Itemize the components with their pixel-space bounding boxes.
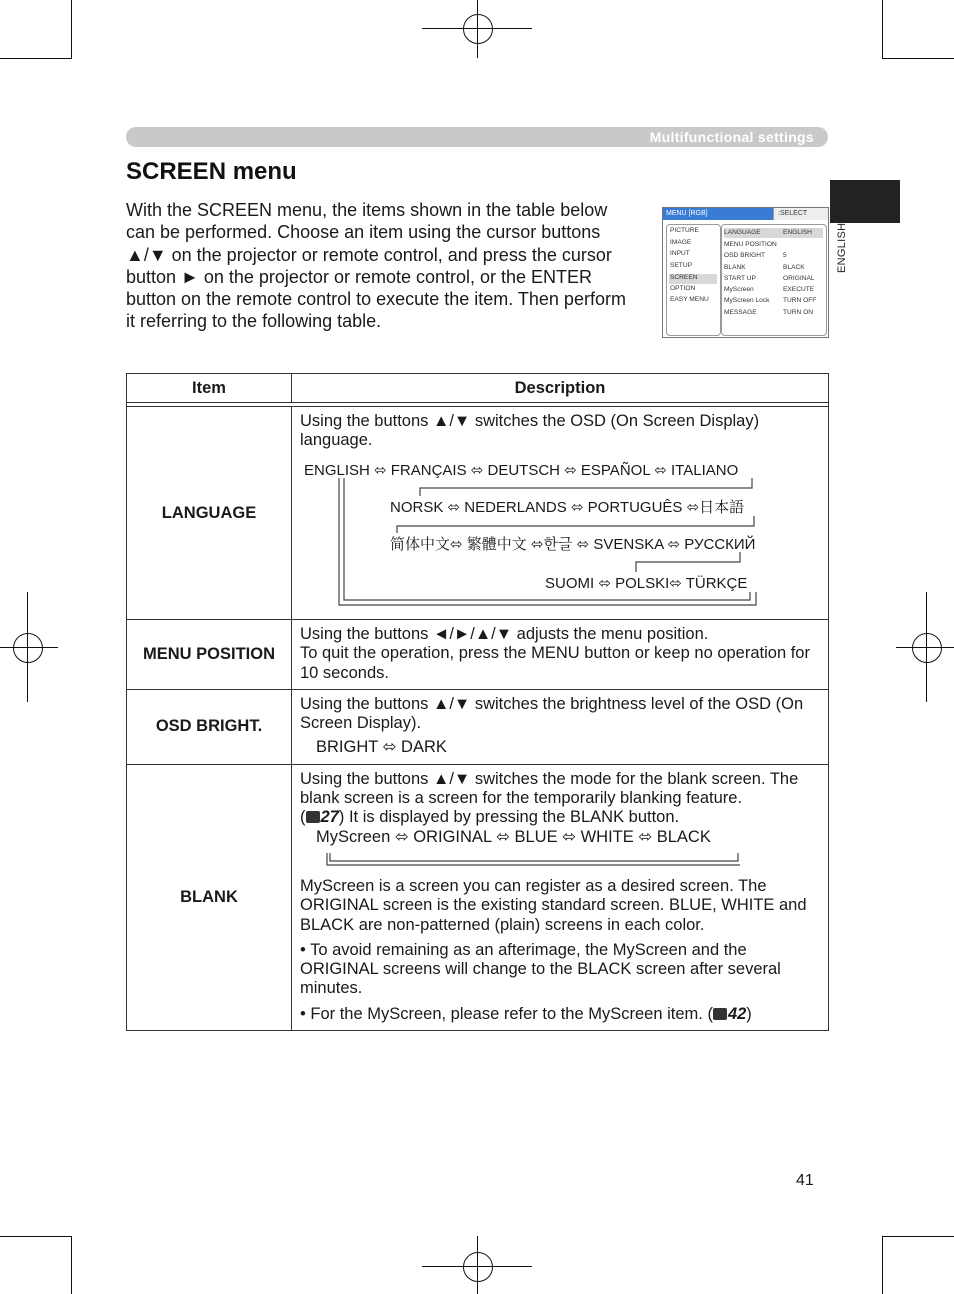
osd-right-value: BLACK: [783, 264, 805, 271]
language-cycle-line-3: 简体中文⬄ 繁體中文 ⬄한글 ⬄ SVENSKA ⬄ РУССКИЙ: [390, 536, 756, 553]
crop-mark: [882, 0, 883, 58]
item-blank: BLANK: [127, 764, 292, 1030]
book-icon: [306, 811, 320, 823]
crop-mark: [882, 58, 954, 59]
crop-mark: [71, 0, 72, 58]
table-row: [127, 620, 829, 690]
screen-menu-table: [126, 373, 829, 1031]
osd-left-item: SETUP: [670, 262, 692, 269]
blank-desc: Using the buttons ▲/▼ switches the mode for the blank screen. The blank screen is a screen for the temporarily blanking feature.: [300, 769, 799, 808]
crop-mark: [882, 1236, 883, 1294]
blank-note-afterimage: • To avoid remaining as an afterimage, the MyScreen and the ORIGINAL screens will change to the BLACK screen after several minutes.: [300, 940, 781, 998]
side-language-label: ENGLISH: [836, 222, 848, 273]
language-cycle-line-2: NORSK ⬄ NEDERLANDS ⬄ PORTUGUÊS ⬄日本語: [390, 499, 745, 516]
item-osd-bright: OSD BRIGHT.: [127, 689, 292, 764]
blank-cycle-arrow: [300, 847, 740, 877]
blank-note-myscreen: • For the MyScreen, please refer to the MyScreen item. ( 42): [300, 1004, 752, 1023]
crop-mark: [0, 58, 72, 59]
crop-mark: [71, 1236, 72, 1294]
osd-menu-screenshot: [662, 207, 829, 338]
page-number: 41: [796, 1172, 814, 1189]
crop-mark: [882, 1236, 954, 1237]
registration-circle: [463, 1252, 493, 1282]
osd-right-item: BLANK: [724, 264, 746, 271]
book-icon: [713, 1008, 727, 1020]
language-cycle-line-4: SUOMI ⬄ POLSKI⬄ TÜRKÇE: [545, 575, 748, 592]
osd-left-menu: [666, 224, 721, 336]
intro-paragraph: With the SCREEN menu, the items shown in the table below can be performed. Choose an item using the cursor buttons ▲/▼ on the projector or remote control, and press the cursor button ► on the projector or remote control, or the ENTER button on the remote control to execute the item. Then perform it referring to the following table.: [126, 200, 626, 332]
osd-left-item: PICTURE: [670, 227, 699, 234]
registration-circle: [463, 14, 493, 44]
osd-right-value: ENGLISH: [783, 229, 812, 236]
column-header-item: Item: [127, 374, 292, 403]
registration-circle: [13, 633, 43, 663]
language-side-tab: [830, 180, 900, 223]
osd-left-item: EASY MENU: [670, 296, 709, 303]
osd-right-value: EXECUTE: [783, 286, 815, 293]
osd-right-value: TURN OFF: [783, 297, 817, 304]
osd-select-hint: :SELECT: [773, 208, 828, 220]
osd-right-item: MyScreen Lock: [724, 297, 770, 304]
blank-cycle: MyScreen ⬄ ORIGINAL ⬄ BLUE ⬄ WHITE ⬄ BLACK: [316, 827, 711, 846]
section-header: Multifunctional settings: [649, 129, 814, 145]
description-language: [292, 407, 829, 620]
table-row: [127, 689, 829, 764]
osd-right-item: MENU POSITION: [724, 241, 777, 248]
osd-right-item: OSD BRIGHT: [724, 252, 766, 259]
page-reference[interactable]: 27: [320, 808, 339, 827]
description-osd-bright: [292, 689, 829, 764]
table-row: [127, 764, 829, 1030]
language-cycle-line-1: ENGLISH ⬄ FRANÇAIS ⬄ DEUTSCH ⬄ ESPAÑOL ⬄ ITALIANO: [304, 462, 739, 479]
osd-right-item: MESSAGE: [724, 309, 757, 316]
osd-left-item: SCREEN: [670, 274, 698, 281]
registration-circle: [912, 633, 942, 663]
osd-bright-cycle: BRIGHT ⬄ DARK: [316, 738, 447, 757]
page-title: SCREEN menu: [126, 158, 297, 185]
osd-right-menu: [721, 224, 827, 336]
crop-mark: [0, 1236, 72, 1237]
osd-right-item: LANGUAGE: [724, 229, 761, 236]
osd-right-item: START UP: [724, 275, 756, 282]
language-cycle-arrows: [300, 412, 820, 612]
osd-left-item: IMAGE: [670, 239, 692, 246]
osd-bright-desc: Using the buttons ▲/▼ switches the brightness level of the OSD (On Screen Display).: [300, 694, 804, 733]
page-reference[interactable]: 42: [727, 1004, 747, 1023]
osd-right-value: TURN ON: [783, 309, 814, 316]
description-menu-position: [292, 620, 829, 690]
osd-right-value: 5: [783, 252, 787, 259]
item-menu-position: MENU POSITION: [127, 620, 292, 690]
osd-right-item: MyScreen: [724, 286, 754, 293]
column-header-description: Description: [292, 374, 829, 403]
menu-position-desc: Using the buttons ◄/►/▲/▼ adjusts the menu position.: [300, 625, 709, 643]
blank-myscreen-desc: MyScreen is a screen you can register as a desired screen. The ORIGINAL screen is the existing standard screen. BLUE, WHITE and BLACK are non-patterned (plain) screens in each color.: [300, 876, 807, 934]
table-row: [127, 407, 829, 620]
description-blank: [292, 764, 829, 1030]
blank-ref-line: ( 27) It is displayed by pressing the BLANK button.: [300, 808, 680, 827]
language-desc: Using the buttons ▲/▼ switches the OSD (On Screen Display) language.: [300, 412, 760, 450]
osd-right-value: ORIGINAL: [783, 275, 815, 282]
osd-left-item: INPUT: [670, 250, 690, 257]
osd-menu-title: MENU [RGB]: [663, 208, 773, 220]
menu-position-note: To quit the operation, press the MENU button or keep no operation for 10 seconds.: [300, 644, 810, 682]
osd-left-item: OPTION: [670, 285, 696, 292]
item-language: LANGUAGE: [127, 407, 292, 620]
